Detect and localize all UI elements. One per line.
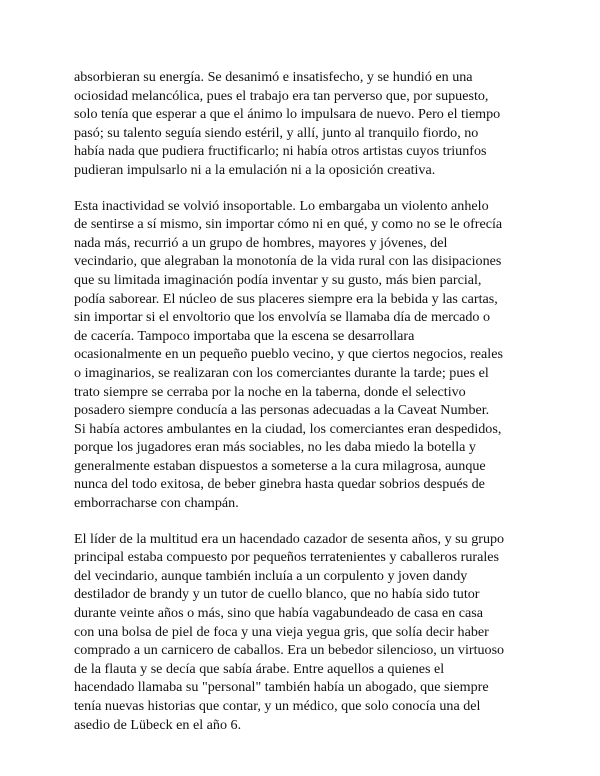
text-line: que su limitada imaginación podía inventar y su gusto, más bien parcial, [74, 271, 482, 288]
text-line: absorbieran su energía. Se desanimó e insatisfecho, y se hundió en una [74, 69, 473, 85]
text-line: tenía nuevas historias que contar, y un médico, que solo conocía una del [74, 698, 481, 714]
paragraph-3 [74, 530, 530, 735]
text-line: sin importar si el envoltorio que los envolvía se llamaba día de mercado o [74, 309, 491, 326]
text-line: pudieran impulsarlo ni a la emulación ni a la oposición creativa. [74, 161, 436, 178]
text-line: nunca del todo exitosa, de beber ginebra hasta quedar sobrios después de [74, 476, 485, 493]
text-line: ocasionalmente en un pequeño pueblo vecino, y que ciertos negocios, reales [74, 346, 503, 363]
text-line: emborracharse con champán. [74, 495, 239, 512]
text-line: Si había actores ambulantes en la ciudad, los comerciantes eran despedidos, [74, 420, 502, 437]
text-line: podía saborear. El núcleo de sus placeres siempre era la bebida y las cartas, [74, 290, 498, 307]
text-line: principal estaba compuesto por pequeños terratenientes y caballeros rurales [74, 549, 499, 566]
text-line: hacendado llamaba su "personal" también había un abogado, que siempre [74, 679, 489, 696]
text-line: de cacería. Tampoco importaba que la escena se desarrollara [74, 327, 415, 344]
text-line: asedio de Lübeck en el año 6. [74, 716, 242, 733]
text-line: pasó; su talento seguía siendo estéril, y allí, junto al tranquilo fiordo, no [74, 124, 479, 141]
text-line: porque los jugadores eran más sociables, no les daba miedo la botella y [74, 439, 476, 456]
text-line: destilador de brandy y un tutor de cuello blanco, que no había sido tutor [74, 586, 480, 603]
paragraph-1 [74, 68, 530, 180]
text-line: Esta inactividad se volvió insoportable. Lo embargaba un violento anhelo [74, 197, 489, 214]
text-line: con una bolsa de piel de foca y una vieja yegua gris, que solía decir haber [74, 623, 489, 640]
text-line: generalmente estaban dispuestos a someterse a la cura milagrosa, aunque [74, 457, 486, 474]
text-line: de sentirse a sí mismo, sin importar cómo ni en qué, y como no se le ofrecía [74, 216, 503, 233]
text-line: ociosidad melancólica, pues el trabajo era tan perverso que, por supuesto, [74, 87, 489, 104]
body-text [74, 68, 530, 751]
text-line: El líder de la multitud era un hacendado cazador de sesenta años, y su grupo [74, 530, 505, 547]
text-line: había nada que pudiera fructificarlo; ni había otros artistas cuyos triunfos [74, 143, 487, 160]
text-line: vecindario, que alegraban la monotonía de la vida rural con las disipaciones [74, 253, 502, 270]
text-line: trato siempre se cerraba por la noche en la taberna, donde el selectivo [74, 383, 466, 400]
paragraph-2 [74, 197, 530, 513]
text-line: nada más, recurrió a un grupo de hombres, mayores y jóvenes, del [74, 234, 448, 251]
text-line: posadero siempre conducía a las personas adecuadas a la Caveat Number. [74, 402, 490, 419]
text-line: comprado a un carnicero de caballos. Era un bebedor silencioso, un virtuoso [74, 642, 505, 659]
text-line: durante veinte años o más, sino que había vagabundeado de casa en casa [74, 605, 483, 622]
text-line: del vecindario, aunque también incluía a un corpulento y joven dandy [74, 567, 468, 584]
text-line: o imaginarios, se realizaran con los comerciantes durante la tarde; pues el [74, 364, 489, 381]
text-line: de la flauta y se decía que sabía árabe. Entre aquellos a quienes el [74, 660, 445, 677]
text-line: solo tenía que esperar a que el ánimo lo impulsara de nuevo. Pero el tiempo [74, 106, 501, 123]
